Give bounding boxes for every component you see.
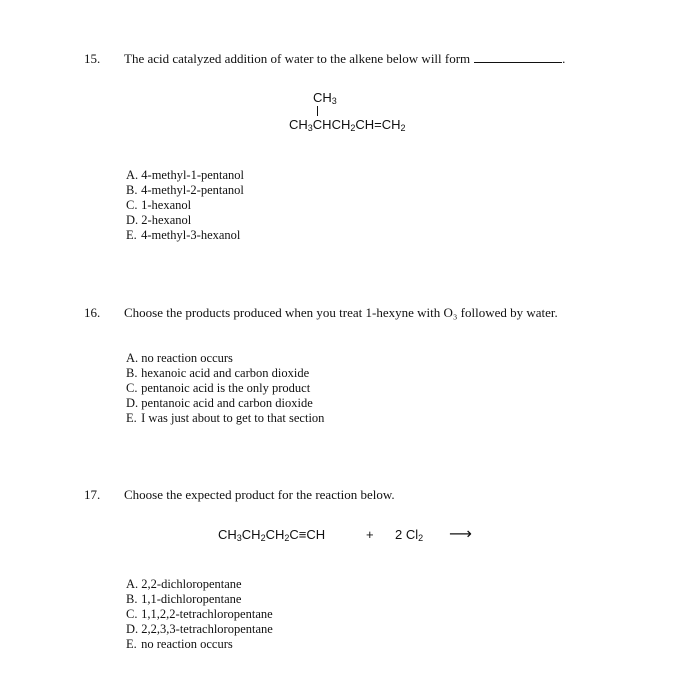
options-list — [126, 577, 273, 652]
reagent-formula: 2 $Cl_2$ — [395, 527, 424, 543]
option-d[interactable]: D. 2,2,3,3-tetrachloropentane — [126, 622, 273, 636]
option-c[interactable]: C. pentanoic acid is the only product — [126, 381, 311, 395]
options-list — [126, 351, 324, 426]
option-e[interactable]: E. no reaction occurs — [126, 637, 233, 651]
option-d[interactable]: D. 2-hexanol — [126, 213, 192, 227]
question-number: 16. — [84, 305, 101, 320]
option-c[interactable]: C. 1-hexanol — [126, 198, 192, 212]
options-list — [126, 168, 244, 243]
option-a[interactable]: A. no reaction occurs — [126, 351, 233, 365]
option-c[interactable]: C. 1,1,2,2-tetrachloropentane — [126, 607, 273, 621]
question-prompt: The acid catalyzed addition of water to the alkene below will form . — [124, 51, 566, 66]
main-chain: $CH_3CHCH_2CH=CH_2$ — [289, 117, 406, 133]
option-a[interactable]: A. 2,2-dichloropentane — [126, 577, 242, 591]
option-d[interactable]: D. pentanoic acid and carbon dioxide — [126, 396, 313, 410]
option-b[interactable]: B. 4-methyl-2-pentanol — [126, 183, 244, 197]
question-prompt: Choose the products produced when you treat 1-hexyne with O₃ followed by water. — [124, 305, 558, 320]
branch-bond — [317, 106, 318, 116]
option-b[interactable]: B. 1,1-dichloropentane — [126, 592, 242, 606]
option-b[interactable]: B. hexanoic acid and carbon dioxide — [126, 366, 310, 380]
question-number: 15. — [84, 51, 101, 66]
option-a[interactable]: A. 4-methyl-1-pentanol — [126, 168, 245, 182]
option-e[interactable]: E. I was just about to get to that section — [126, 411, 325, 425]
branch-methyl: $CH_3$ — [313, 90, 337, 106]
question-prompt: Choose the expected product for the reaction below. — [124, 487, 395, 502]
question-number: 17. — [84, 487, 101, 502]
reaction-arrow: ⟶ — [449, 526, 472, 543]
answer-blank — [474, 51, 562, 63]
option-e[interactable]: E. 4-methyl-3-hexanol — [126, 228, 241, 242]
reactant-formula: $CH_3CH_2CH_2C\equiv CH$ — [218, 527, 326, 543]
plus-sign: + — [366, 527, 374, 542]
